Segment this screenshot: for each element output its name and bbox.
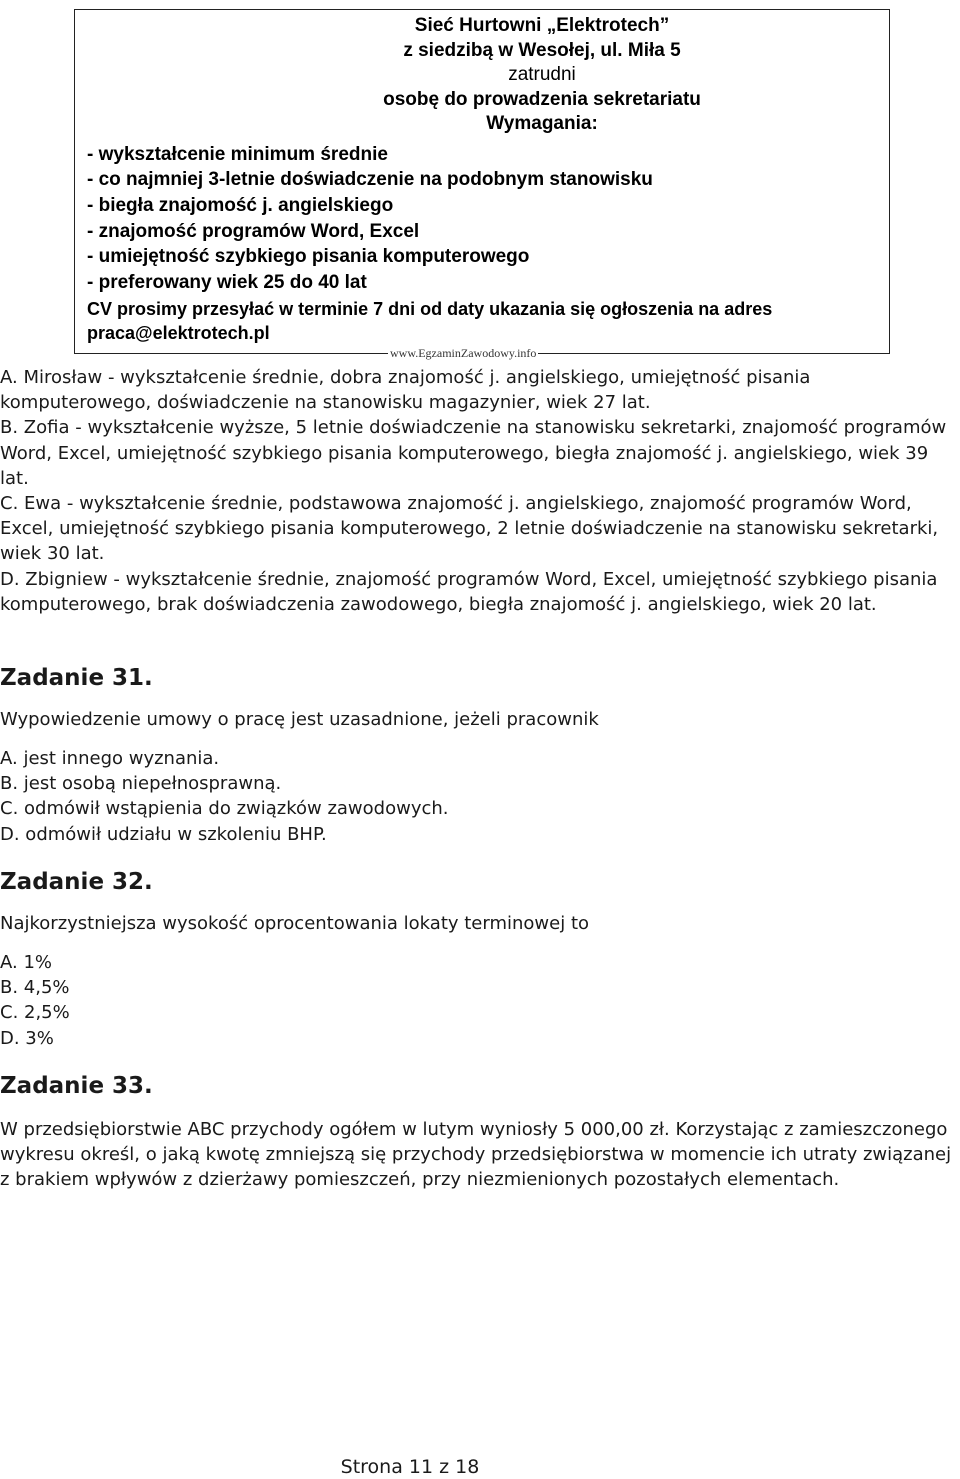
watermark: www.EgzaminZawodowy.info xyxy=(390,346,537,360)
option-d: D. odmówił udziału w szkoleniu BHP. xyxy=(0,823,327,845)
ad-cv-instruction: CV prosimy przesyłać w terminie 7 dni od daty ukazania się ogłoszenia na adres xyxy=(87,298,773,319)
option-c: C. odmówił wstąpienia do związków zawodowych. xyxy=(0,798,449,820)
task-32-title: Zadanie 32. xyxy=(0,869,153,895)
job-advertisement-image xyxy=(74,9,890,354)
ad-requirement: - co najmniej 3-letnie doświadczenie na podobnym stanowisku xyxy=(87,169,653,191)
option-c: C. 2,5% xyxy=(0,1002,70,1024)
ad-requirement: - wykształcenie minimum średnie xyxy=(87,143,388,165)
task-31-options xyxy=(0,746,449,847)
answer-option-d: D. Zbigniew - wykształcenie średnie, znajomość programów Word, Excel, umiejętność szybkiego pisania komputerowego, brak doświadczenia zawodowego, biegła znajomość j. angielskiego, wiek 20 lat. xyxy=(0,568,938,615)
ad-address: z siedzibą w Wesołej, ul. Miła 5 xyxy=(403,39,681,61)
option-b: B. 4,5% xyxy=(0,977,70,999)
ad-requirement: - biegła znajomość j. angielskiego xyxy=(87,194,394,216)
ad-footer xyxy=(87,297,889,345)
ad-requirements-heading: Wymagania: xyxy=(486,113,598,134)
previous-task-answers xyxy=(0,365,960,617)
task-32-question: Najkorzystniejsza wysokość oprocentowania lokaty terminowej to xyxy=(0,913,590,934)
ad-header xyxy=(195,14,889,137)
ad-requirement: - znajomość programów Word, Excel xyxy=(87,220,420,242)
task-31-question: Wypowiedzenie umowy o pracę jest uzasadnione, jeżeli pracownik xyxy=(0,709,599,730)
ad-hires: zatrudni xyxy=(508,64,576,85)
task-33-title: Zadanie 33. xyxy=(0,1073,153,1099)
ad-requirements-list xyxy=(87,142,889,296)
task-31-title: Zadanie 31. xyxy=(0,665,153,691)
task-32-options xyxy=(0,950,70,1051)
ad-requirement: - preferowany wiek 25 do 40 lat xyxy=(87,272,367,294)
option-a: A. 1% xyxy=(0,952,52,973)
ad-requirement: - umiejętność szybkiego pisania komputerowego xyxy=(87,246,530,268)
ad-email: praca@elektrotech.pl xyxy=(87,322,270,343)
answer-option-b: B. Zofia - wykształcenie wyższe, 5 letnie doświadczenie na stanowisku sekretarki, znajomość programów Word, Excel, umiejętność szybkiego pisania komputerowego, biegła znajomość j. angielskiego, wiek 39 lat. xyxy=(0,417,947,489)
ad-position: osobę do prowadzenia sekretariatu xyxy=(383,88,701,110)
task-33-question: W przedsiębiorstwie ABC przychody ogółem w lutym wyniosły 5 000,00 zł. Korzystając z zamieszczonego wykresu określ, o jaką kwotę zmniejszą się przychody przedsiębiorstwa w momencie ich utraty związanej z brakiem wpływów z dzierżawy pomieszczeń, przy niezmienionych pozostałych elementach. xyxy=(0,1119,952,1191)
option-a: A. jest innego wyznania. xyxy=(0,748,220,769)
page-number: Strona 11 z 18 xyxy=(340,1456,480,1478)
option-d: D. 3% xyxy=(0,1027,54,1049)
answer-option-c: C. Ewa - wykształcenie średnie, podstawowa znajomość j. angielskiego, znajomość programów Word, Excel, umiejętność szybkiego pisania komputerowego, 2 letnie doświadczenie na stanowisku sekretarki, wiek 30 lat. xyxy=(0,493,939,565)
option-b: B. jest osobą niepełnosprawną. xyxy=(0,773,282,795)
answer-option-a: A. Mirosław - wykształcenie średnie, dobra znajomość j. angielskiego, umiejętność pisania komputerowego, doświadczenie na stanowisku magazynier, wiek 27 lat. xyxy=(0,367,811,414)
ad-company: Sieć Hurtowni „Elektrotech” xyxy=(414,15,670,36)
